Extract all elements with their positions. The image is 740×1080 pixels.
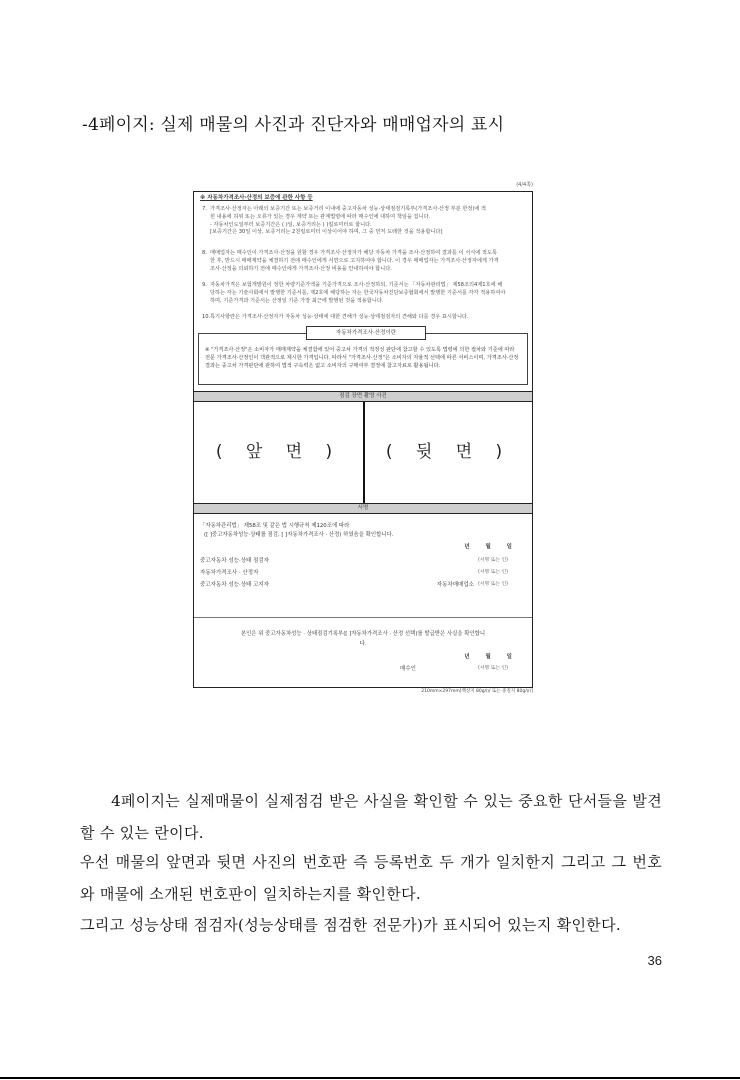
section-heading: -4페이지: 실제 매물의 사진과 진단자와 매매업자의 표시 (82, 115, 505, 135)
receipt-date: 년 월 일 (464, 654, 512, 660)
photo-section-title: 점검 장면 촬영 사진 (194, 391, 532, 402)
note-line: 당하는 자는 기술사회에서 발행한 기준서를, 제2호에 해당하는 자는 한국자동차진단보증협회에서 발행한 기준서를 각각 적용하여야 (210, 289, 506, 296)
buyer-row (200, 665, 526, 674)
form-page-indicator: (4/4쪽) (516, 182, 533, 188)
signer-row (200, 581, 526, 590)
bottom-rule (0, 1077, 740, 1079)
signer-sign-field: (서명 또는 인) (478, 582, 508, 587)
note-number: 9. (202, 282, 207, 288)
paragraph-2: 우선 매물의 앞면과 뒷면 사진의 번호판 즉 등록번호 두 개가 일치한지 그리고 그 번호와 매물에 소개된 번호판이 일치하는지를 확인한다. (80, 853, 662, 903)
dealer-label: 자동차매매업소 (436, 582, 474, 588)
note-line: [보증기간은 30일 이상, 보증거리는 2천킬로미터 이상이어야 하며, 그 중 먼저 도래한 것을 적용합니다] (210, 229, 443, 236)
signer-role: 자동차가격조사 · 산정자 (200, 570, 259, 576)
front-photo-placeholder: ( 앞 면 ) (194, 402, 365, 503)
form-note-7 (202, 206, 528, 237)
form-footer: 210mm×297mm[백상지 80g/㎡ 또는 중질지 80g/㎡] (421, 689, 533, 694)
note-number: 7. (202, 206, 207, 212)
signer-role: 중고자동차 성능·상태 점검자 (200, 558, 270, 564)
form-frame (193, 191, 533, 688)
signer-sign-field: (서명 또는 인) (478, 558, 508, 563)
info-box-title: 자동차가격조사·산정이란 (306, 326, 426, 340)
note-line: 자동차가격은 보험개발원이 정한 차량기준가액을 기준가격으로 조사·산정하되, 기준서는 「자동차관리법」 제58조의4제1호에 해 (210, 282, 503, 288)
buyer-sign-field: (서명 또는 인) (478, 666, 508, 671)
note-line: 조사·산정을 의뢰하기 전에 매수인에게 가격조사·산정 비용을 안내하여야 합니다. (210, 265, 392, 272)
receipt-statement-1: 본인은 위 중고자동차성능 · 상태점검기록부([ ]자동차가격조사 · 산정 선택)를 발급받은 사실을 확인합니 (240, 631, 486, 637)
form-section-title: ※ 자동차가격조사·산정의 보증에 관한 사항 등 (200, 195, 313, 201)
signature-date: 년 월 일 (464, 544, 512, 550)
back-photo-placeholder: ( 뒷 면 ) (385, 441, 512, 462)
signer-role: 중고자동차 성능·상태 고지자 (200, 582, 270, 588)
note-number: 10. (202, 314, 211, 320)
info-box (198, 333, 528, 385)
signature-statement-1: 「자동차관리법」 제58조 및 같은 법 시행규칙 제120조에 따라 (200, 523, 350, 529)
note-line: 하며, 기준가격과 기준서는 산정일 기준 가장 최근에 발행된 것을 적용합니다. (210, 297, 384, 304)
paragraph-3: 그리고 성능상태 점검자(성능상태를 점검한 전문가)가 표시되어 있는지 확인한다. (80, 916, 621, 934)
info-box-body: ※ "가격조사·산정"은 소비자가 매매계약을 체결함에 있어 중고차 가격의 적정성 판단에 참고할 수 있도록 법령에 의한 절차와 기준에 따라 전문 가격조사·산정인이 객관적으로 제시한 가격입니다. 따라서 "가격조사·산정"은 소비자의 자율적 선택에 따른 서비스이며, 가격조사·산정 결과는 중고차 가격판단에 관하여 법적 구속력은 없고 소비자의 구매여부 결정에 참고자료로 활용됩니다. (205, 347, 519, 370)
note-line: 특기사항란은 가격조사·산정자가 자동차 성능·상태에 대한 견해가 성능·상태점검자의 견해와 다를 경우 표시합니다. (210, 314, 469, 320)
signature-statement-2: ([ ]중고자동차성능·상태를 점검, [ ]자동차가격조사 · 산정) 하였음을 확인합니다. (204, 532, 394, 538)
signer-row (200, 557, 526, 566)
signature-section-title: 서명 (194, 503, 532, 514)
note-line: 매매업자는 매수인이 가격조사·산정을 원할 경우 가격조사·산정자가 해당 자동차 가격을 조사·산정하여 결과를 이 서식에 적도록 (210, 250, 497, 256)
signer-sign-field: (서명 또는 인) (478, 570, 508, 575)
form-note-8 (202, 250, 528, 273)
page-number: 36 (647, 953, 662, 968)
form-note-9 (202, 282, 528, 305)
signer-row (200, 569, 526, 578)
note-line: 가격조사·산정자는 아래의 보증기간 또는 보증거리 이내에 중고자동차 성능·상태점검기록부(가격조사·산정 부분 한정)에 적 (210, 206, 487, 212)
divider (194, 617, 532, 618)
note-line: 한 후, 반드시 매매계약을 체결하기 전에 매수인에게 서면으로 고지하여야 합니다. 이 경우 매매업자는 가격조사·산정자에게 가격 (210, 257, 499, 264)
inspection-form-image (193, 182, 535, 700)
note-number: 8. (202, 250, 207, 256)
buyer-label: 매수인 (400, 666, 416, 672)
note-line: 힌 내용에 허위 또는 오류가 있는 경우 계약 또는 관계법령에 따라 매수인에 대하여 책임을 집니다. (210, 213, 431, 220)
receipt-statement-2: 다. (359, 641, 367, 647)
note-line: - 자동차인도일부터 보증기간은 ( )일, 보증거리는 ( )킬로미터로 합니다. (210, 221, 372, 228)
paragraph-1: 4페이지는 실제매물이 실제점검 받은 사실을 확인할 수 있는 중요한 단서들을 발견할 수 있는 란이다. (80, 792, 662, 842)
form-note-10 (202, 314, 528, 322)
